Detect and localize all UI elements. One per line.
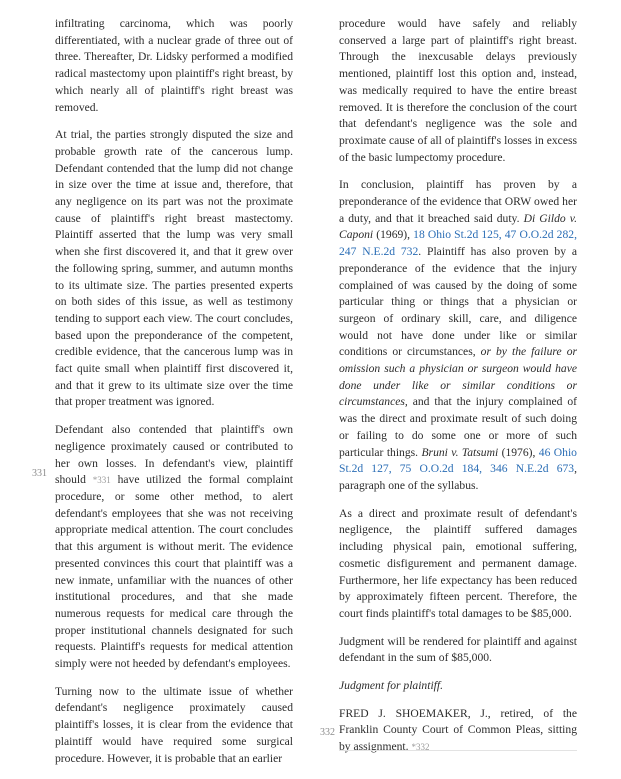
paragraph bbox=[339, 706, 577, 756]
case-year: (1969), bbox=[376, 228, 411, 242]
case-name: Di Gildo v. Caponi bbox=[339, 211, 577, 242]
italic-text: or by the failure or omission such a physician or surgeon would have done under like or similar conditions or circumstances, bbox=[339, 345, 578, 409]
left-column bbox=[55, 16, 293, 778]
paragraph-text: and that the injury complained of was the direct and proximate result of such doing or failing to do some one or more of such particular things. bbox=[339, 395, 578, 459]
page-number-332: 332 bbox=[320, 727, 335, 738]
star-page-marker: *332 bbox=[411, 742, 430, 753]
paragraph-text: . Plaintiff has also proven by a preponderance of the evidence that the injury complained of was caused by the doing of some particular thing or things that a physician or surgeon of ordinary skill, care, and diligence would not have done under like or similar conditions or circumstances, bbox=[339, 245, 577, 359]
divider bbox=[339, 750, 577, 751]
paragraph bbox=[339, 177, 577, 494]
paragraph: infiltrating carcinoma, which was poorly differentiated, with a nuclear grade of three out of three. Thereafter, Dr. Lidsky performed a modified radical mastectomy upon plaintiff's right breast, by which nearly all of plaintiff's right breast was removed. bbox=[55, 17, 293, 114]
paragraph: procedure would have safely and reliably conserved a large part of plaintiff's right breast. Through the inexcusable delays previously mentioned, plaintiff lost this option and, instead, was medically required to have the entire breast removed. It is therefore the conclusion of the court that defendant's negligence was the sole and proximate cause of all of plaintiff's losses in excess of the basic lumpectomy procedure. bbox=[339, 17, 577, 164]
star-page-marker: *331 bbox=[92, 475, 111, 486]
paragraph-text: FRED J. SHOEMAKER, J., retired, of the Franklin County Court of Common Pleas, sitting by assignment. bbox=[339, 706, 577, 754]
judgment-line: Judgment for plaintiff. bbox=[339, 679, 444, 693]
case-name: Bruni v. Tatsumi bbox=[421, 445, 499, 459]
paragraph-text: have utilized the formal complaint procedure, or some other method, to alert defendant's employees that she was not receiving appropriate medical attention. The court concludes that this argument is without merit. The evidence presented convinces this court that plaintiff was a new inmate, unfamiliar with the nuances of other institutional procedures, and that she made numerous requests for medical care through the proper institutional channels designated for such requests. Plaintiff's requests for medical attention simply were not heeded by defendant's employees. bbox=[55, 473, 293, 671]
case-year: (1976), bbox=[501, 445, 536, 459]
page-number-331: 331 bbox=[32, 468, 47, 479]
right-column bbox=[339, 16, 577, 767]
paragraph: At trial, the parties strongly disputed the size and probable growth rate of the cancerous lump. Defendant contended that the lump did not change in size over the time at issue and, therefore, that any negligence on its part was not the proximate cause of plaintiff's right breast mastectomy. Plaintiff asserted that the lump was very small when she first discovered it, and that it grew over the following spring, summer, and autumn months to its ultimate size. The parties presented experts on both sides of this issue, as well as testimony tending to support each view. The court concludes, based upon the preponderance of the competent, credible evidence, that the cancerous lump was in fact quite small when plaintiff first discovered it, and that it grew to its ultimate size over the time that proper treatment was ignored. bbox=[55, 128, 293, 409]
citation-link[interactable]: 46 Ohio St.2d 127, 75 O.O.2d 184, 346 N.E.2d 673 bbox=[339, 445, 577, 476]
paragraph: Turning now to the ultimate issue of whether defendant's negligence proximately caused plaintiff's losses, it is clear from the evidence that plaintiff would have required some surgical procedure. However, it is probable that an earlier bbox=[55, 684, 293, 765]
paragraph-text: Defendant also contended that plaintiff's own negligence proximately caused or contributed to her own losses. In defendant's view, plaintiff should bbox=[55, 423, 293, 487]
paragraph-text: , paragraph one of the syllabus. bbox=[339, 462, 577, 492]
citation-link[interactable]: 18 Ohio St.2d 125, 47 O.O.2d 282, 247 N.E.2d 732 bbox=[339, 228, 577, 259]
paragraph: As a direct and proximate result of defendant's negligence, the plaintiff suffered damages including physical pain, emotional suffering, cosmetic disfigurement and permanent damage. Furthermore, her life expectancy has been reduced by approximately fifteen percent. Therefore, the court finds plaintiff's total damages to be $85,000. bbox=[339, 506, 577, 620]
paragraph bbox=[55, 422, 293, 673]
paragraph-text: In conclusion, plaintiff has proven by a preponderance of the evidence that ORW owed her a duty, and that it breached said duty. bbox=[339, 178, 577, 225]
paragraph: Judgment will be rendered for plaintiff and against defendant in the sum of $85,000. bbox=[339, 634, 577, 665]
